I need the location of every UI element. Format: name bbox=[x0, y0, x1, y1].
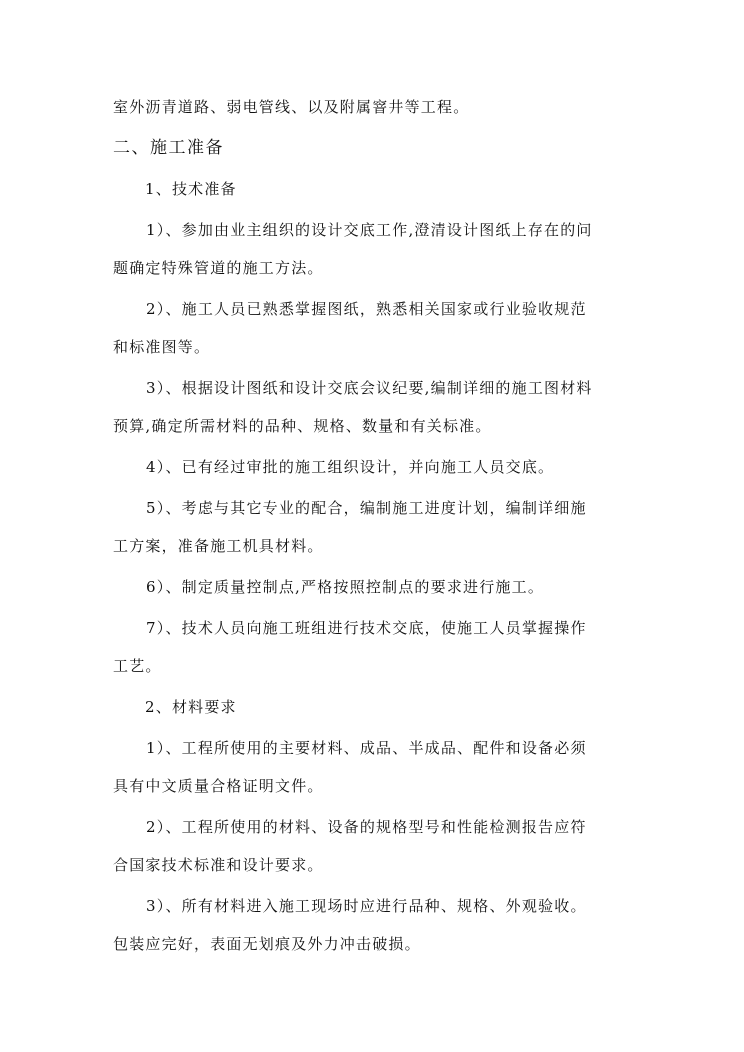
paragraph-item-4: 4）、已有经过审批的施工组织设计，并向施工人员交底。 bbox=[146, 458, 555, 476]
paragraph-material-3-line-2: 包装应完好，表面无划痕及外力冲击破损。 bbox=[113, 935, 421, 953]
paragraph-item-1-line-2: 题确定特殊管道的施工方法。 bbox=[113, 259, 324, 277]
paragraph-item-7-line-1: 7）、技术人员向施工班组进行技术交底，使施工人员掌握操作 bbox=[146, 619, 587, 637]
paragraph-material-1-line-1: 1）、工程所使用的主要材料、成品、半成品、配件和设备必须 bbox=[146, 739, 587, 757]
paragraph-material-3-line-1: 3）、所有材料进入施工现场时应进行品种、规格、外观验收。 bbox=[146, 897, 587, 915]
paragraph-item-3-line-1: 3）、根据设计图纸和设计交底会议纪要,编制详细的施工图材料 bbox=[146, 379, 593, 397]
paragraph-item-5-line-1: 5）、考虑与其它专业的配合，编制施工进度计划，编制详细施 bbox=[146, 499, 587, 517]
text-line-continuation: 室外沥青道路、弱电管线、以及附属窨井等工程。 bbox=[113, 98, 470, 116]
section-heading-construction-prep: 二、施工准备 bbox=[113, 138, 224, 158]
paragraph-material-2-line-2: 合国家技术标准和设计要求。 bbox=[113, 856, 324, 874]
paragraph-item-2-line-2: 和标准图等。 bbox=[113, 338, 211, 356]
paragraph-item-5-line-2: 工方案，准备施工机具材料。 bbox=[113, 537, 324, 555]
paragraph-item-1-line-1: 1）、参加由业主组织的设计交底工作,澄清设计图纸上存在的问 bbox=[146, 221, 593, 239]
subsection-heading-technical-prep: 1、技术准备 bbox=[145, 180, 237, 198]
paragraph-item-6: 6）、制定质量控制点,严格按照控制点的要求进行施工。 bbox=[146, 578, 545, 596]
paragraph-item-2-line-1: 2）、施工人员已熟悉掌握图纸，熟悉相关国家或行业验收规范 bbox=[146, 300, 587, 318]
paragraph-item-7-line-2: 工艺。 bbox=[113, 657, 162, 675]
paragraph-item-3-line-2: 预算,确定所需材料的品种、规格、数量和有关标准。 bbox=[113, 417, 492, 435]
paragraph-material-1-line-2: 具有中文质量合格证明文件。 bbox=[113, 777, 324, 795]
subsection-heading-material-req: 2、材料要求 bbox=[145, 698, 237, 716]
paragraph-material-2-line-1: 2）、工程所使用的材料、设备的规格型号和性能检测报告应符 bbox=[146, 818, 587, 836]
